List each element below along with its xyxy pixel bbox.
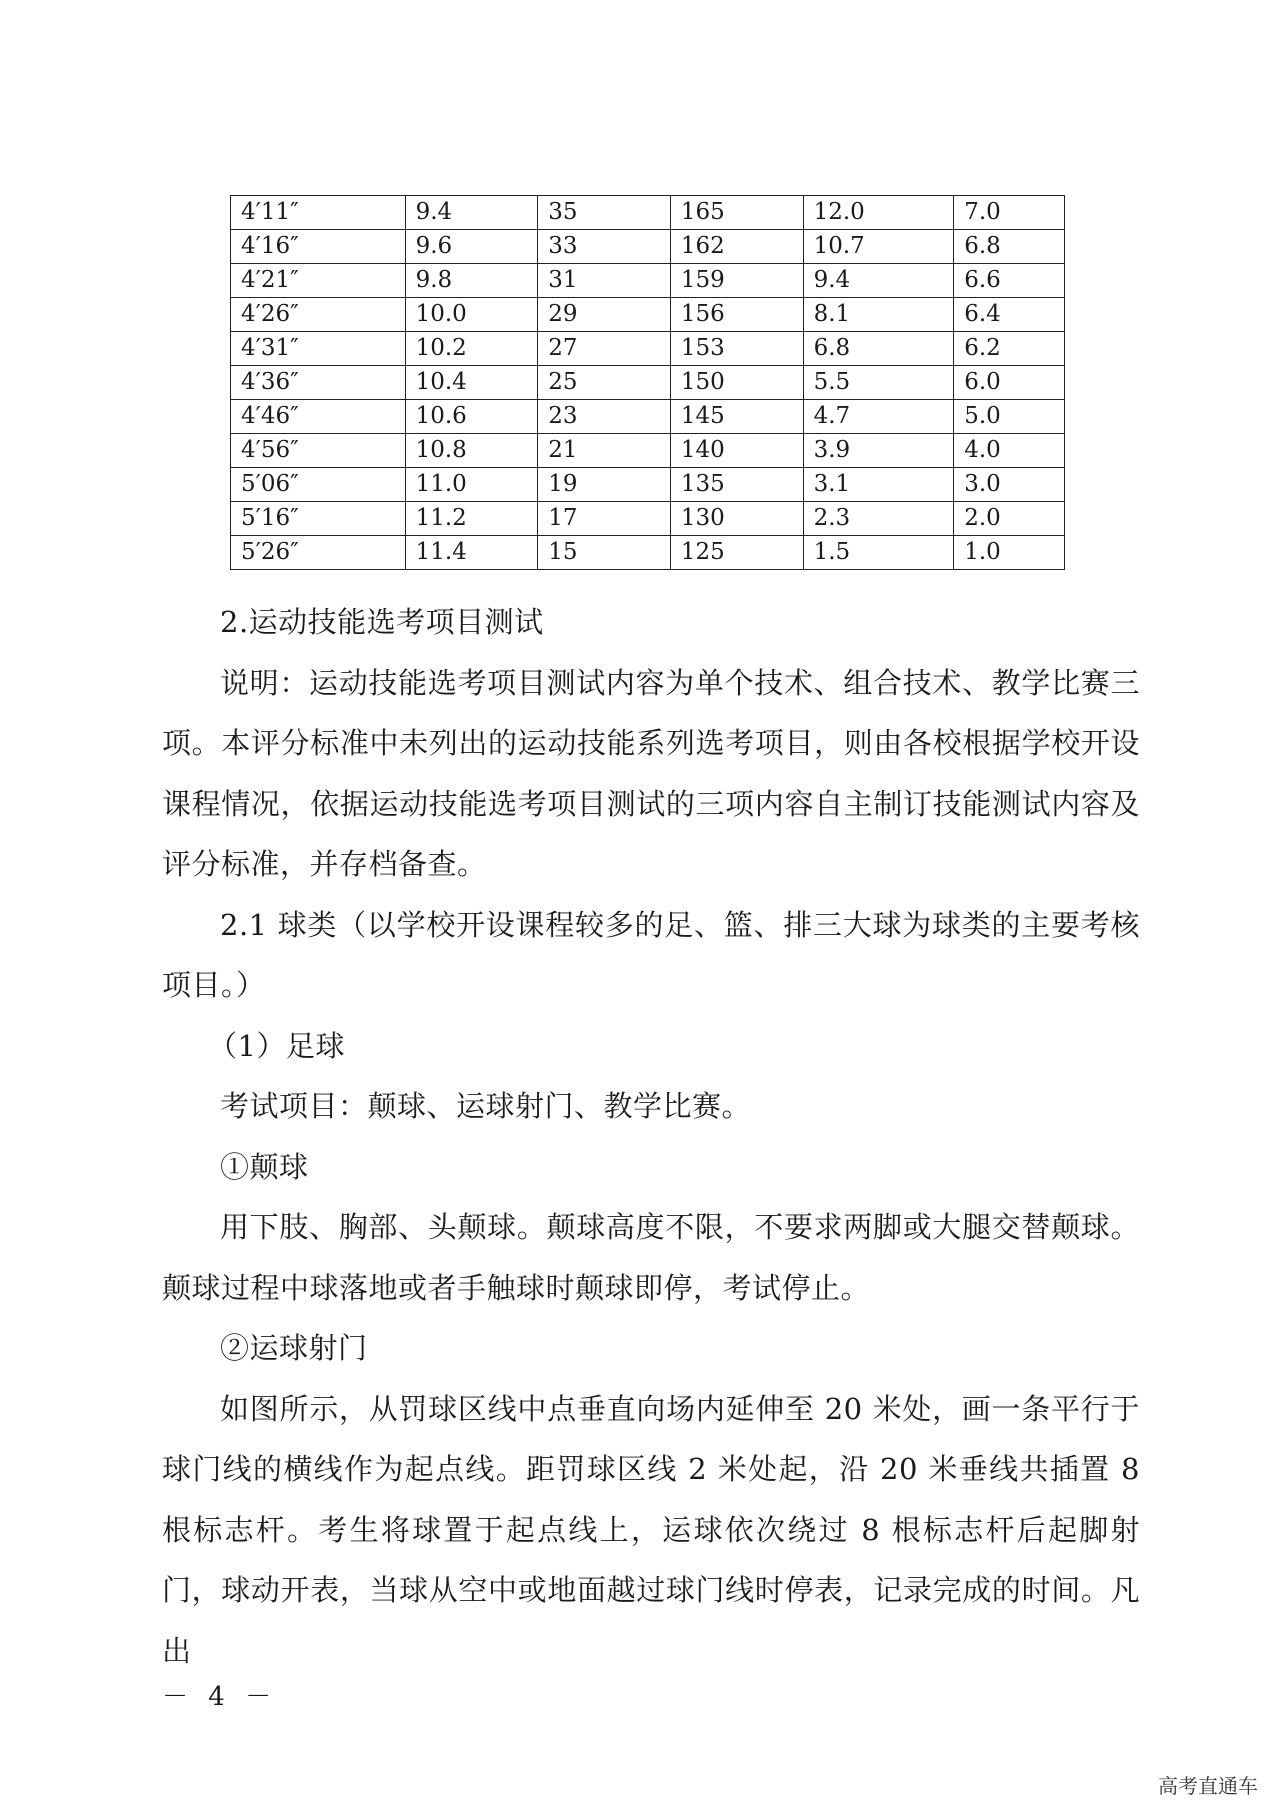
table-cell: 19 xyxy=(538,468,671,502)
table-cell: 10.8 xyxy=(405,434,538,468)
table-row xyxy=(231,536,1065,570)
watermark: 高考直通车 xyxy=(1158,1774,1258,1798)
table-cell: 5′16″ xyxy=(231,502,406,536)
table-cell: 17 xyxy=(538,502,671,536)
table-cell: 9.4 xyxy=(405,196,538,230)
table-cell: 4′21″ xyxy=(231,264,406,298)
table-cell: 3.0 xyxy=(954,468,1065,502)
table-cell: 4′36″ xyxy=(231,366,406,400)
table-cell: 3.1 xyxy=(803,468,954,502)
table-cell: 5.5 xyxy=(803,366,954,400)
table-cell: 3.9 xyxy=(803,434,954,468)
table-cell: 159 xyxy=(670,264,803,298)
table-cell: 11.4 xyxy=(405,536,538,570)
table-cell: 23 xyxy=(538,400,671,434)
table-row xyxy=(231,196,1065,230)
table-cell: 10.2 xyxy=(405,332,538,366)
dribble-shoot-paragraph: 如图所示，从罚球区线中点垂直向场内延伸至 20 米处，画一条平行于球门线的横线作为起点线。距罚球区线 2 米处起，沿 20 米垂线共插置 8 根标志杆。考生将球置于起点线上，运球依次绕过 8 根标志杆后起脚射门，球动开表，当球从空中或地面越过球门线时停表，记录完成的时间。凡出 xyxy=(162,1391,1140,1668)
section-heading: 2.运动技能选考项目测试 xyxy=(220,605,544,639)
table-cell: 9.4 xyxy=(803,264,954,298)
table-cell: 135 xyxy=(670,468,803,502)
table-row xyxy=(231,468,1065,502)
table-row xyxy=(231,332,1065,366)
table-cell: 6.2 xyxy=(954,332,1065,366)
table-cell: 5.0 xyxy=(954,400,1065,434)
table-cell: 35 xyxy=(538,196,671,230)
table-cell: 29 xyxy=(538,298,671,332)
table-cell: 145 xyxy=(670,400,803,434)
table-cell: 6.0 xyxy=(954,366,1065,400)
table-row xyxy=(231,502,1065,536)
page-number: － 4 － xyxy=(162,1682,278,1712)
explanation-paragraph: 说明：运动技能选考项目测试内容为单个技术、组合技术、教学比赛三项。本评分标准中未列出的运动技能系列选考项目，则由各校根据学校开设课程情况，依据运动技能选考项目测试的三项内容自主制订技能测试内容及评分标准，并存档备查。 xyxy=(162,665,1140,881)
table-cell: 1.0 xyxy=(954,536,1065,570)
juggling-paragraph: 用下肢、胸部、头颠球。颠球高度不限，不要求两脚或大腿交替颠球。颠球过程中球落地或者手触球时颠球即停，考试停止。 xyxy=(162,1210,1140,1305)
table-cell: 4.7 xyxy=(803,400,954,434)
table-cell: 153 xyxy=(670,332,803,366)
table-cell: 6.4 xyxy=(954,298,1065,332)
table-cell: 9.8 xyxy=(405,264,538,298)
table-cell: 165 xyxy=(670,196,803,230)
table-cell: 2.3 xyxy=(803,502,954,536)
table-cell: 130 xyxy=(670,502,803,536)
table-cell: 27 xyxy=(538,332,671,366)
table-cell: 4′31″ xyxy=(231,332,406,366)
table-cell: 4′11″ xyxy=(231,196,406,230)
table-row xyxy=(231,366,1065,400)
table-cell: 4′56″ xyxy=(231,434,406,468)
table-cell: 8.1 xyxy=(803,298,954,332)
table-row xyxy=(231,400,1065,434)
table-cell: 1.5 xyxy=(803,536,954,570)
score-table-body xyxy=(231,196,1065,570)
table-cell: 10.0 xyxy=(405,298,538,332)
table-cell: 6.6 xyxy=(954,264,1065,298)
table-cell: 4.0 xyxy=(954,434,1065,468)
table-cell: 25 xyxy=(538,366,671,400)
table-cell: 7.0 xyxy=(954,196,1065,230)
dribble-shoot-heading: ②运球射门 xyxy=(220,1331,368,1365)
exam-items-paragraph: 考试项目：颠球、运球射门、教学比赛。 xyxy=(220,1089,752,1123)
table-row xyxy=(231,434,1065,468)
table-row xyxy=(231,230,1065,264)
table-cell: 10.6 xyxy=(405,400,538,434)
table-cell: 6.8 xyxy=(954,230,1065,264)
table-cell: 4′26″ xyxy=(231,298,406,332)
table-cell: 11.0 xyxy=(405,468,538,502)
table-cell: 15 xyxy=(538,536,671,570)
score-table xyxy=(230,195,1065,570)
table-cell: 4′46″ xyxy=(231,400,406,434)
table-row xyxy=(231,264,1065,298)
body-text xyxy=(162,592,1140,1681)
table-cell: 2.0 xyxy=(954,502,1065,536)
table-cell: 156 xyxy=(670,298,803,332)
table-cell: 12.0 xyxy=(803,196,954,230)
table-cell: 33 xyxy=(538,230,671,264)
table-cell: 4′16″ xyxy=(231,230,406,264)
table-cell: 162 xyxy=(670,230,803,264)
table-cell: 11.2 xyxy=(405,502,538,536)
table-cell: 10.7 xyxy=(803,230,954,264)
table-cell: 10.4 xyxy=(405,366,538,400)
table-cell: 6.8 xyxy=(803,332,954,366)
table-cell: 5′06″ xyxy=(231,468,406,502)
table-row xyxy=(231,298,1065,332)
table-cell: 21 xyxy=(538,434,671,468)
table-cell: 125 xyxy=(670,536,803,570)
table-cell: 5′26″ xyxy=(231,536,406,570)
table-cell: 31 xyxy=(538,264,671,298)
ball-sports-paragraph: 2.1 球类（以学校开设课程较多的足、篮、排三大球为球类的主要考核项目。） xyxy=(162,907,1140,1002)
table-cell: 140 xyxy=(670,434,803,468)
table-cell: 150 xyxy=(670,366,803,400)
juggling-heading: ①颠球 xyxy=(220,1149,309,1184)
football-heading: （1）足球 xyxy=(208,1028,345,1063)
table-cell: 9.6 xyxy=(405,230,538,264)
